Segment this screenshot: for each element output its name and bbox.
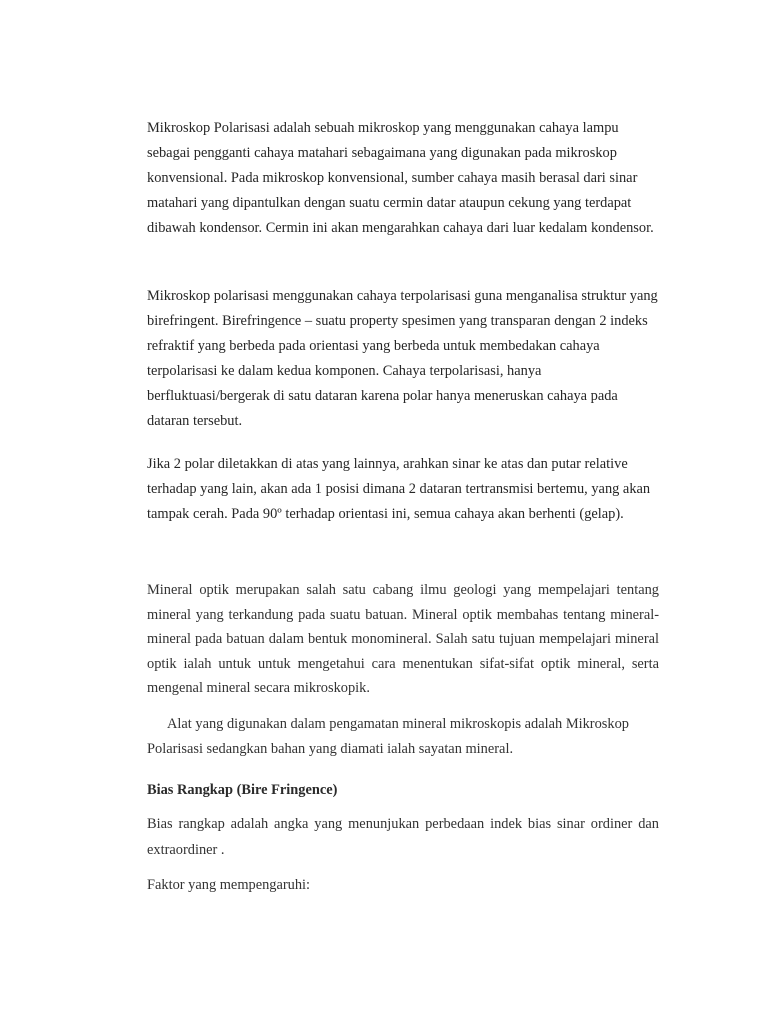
paragraph-optical-mineralogy: Mineral optik merupakan salah satu cabang ilmu geologi yang mempelajari tentang mineral yang terkandung pada suatu batuan. Mineral optik membahas tentang mineral- mineral pada batuan dalam bentuk monomineral. Salah satu tujuan mempelajari mineral optik ialah untuk untuk mengetahui cara menentukan sifat-sifat optik mineral, serta mengenal mineral secara mikroskopik. [147,582,659,696]
paragraph-two-polars: Jika 2 polar diletakkan di atas yang lainnya, arahkan sinar ke atas dan putar relative terhadap yang lain, akan ada 1 posisi dimana 2 dataran tertransmisi bertemu, yang akan tampak cerah. Pada 90º terhadap orientasi ini, semua cahaya akan berhenti (gelap). [147,456,651,522]
section-heading-birefringence: Bias Rangkap (Bire Fringence) [147,782,338,798]
paragraph-birefringence-definition: Bias rangkap adalah angka yang menunjukan perbedaan indek bias sinar ordiner dan extraordiner . [147,816,659,858]
paragraph-polarized-light: Mikroskop polarisasi menggunakan cahaya terpolarisasi guna menganalisa struktur yang birefringent. Birefringence – suatu property spesimen yang transparan dengan 2 indeks refraktif yang berbeda pada orientasi yang berbeda untuk membedakan cahaya terpolarisasi ke dalam kedua komponen. Cahaya terpolarisasi, hanya berfluktuasi/bergerak di satu dataran karena polar hanya meneruskan cahaya pada dataran tersebut. [147,288,658,429]
paragraph-polarization-microscope-intro: Mikroskop Polarisasi adalah sebuah mikroskop yang menggunakan cahaya lampu sebagai pengganti cahaya matahari sebagaimana yang digunakan pada mikroskop konvensional. Pada mikroskop konvensional, sumber cahaya masih berasal dari sinar matahari yang dipantulkan dengan suatu cermin datar ataupun cekung yang terdapat dibawah kondensor. Cermin ini akan mengarahkan cahaya dari luar kedalam kondensor. [147,120,654,236]
paragraph-tools: Alat yang digunakan dalam pengamatan mineral mikroskopis adalah Mikroskop Polarisasi sedangkan bahan yang diamati ialah sayatan mineral. [147,716,629,757]
paragraph-factors: Faktor yang mempengaruhi: [147,877,311,893]
